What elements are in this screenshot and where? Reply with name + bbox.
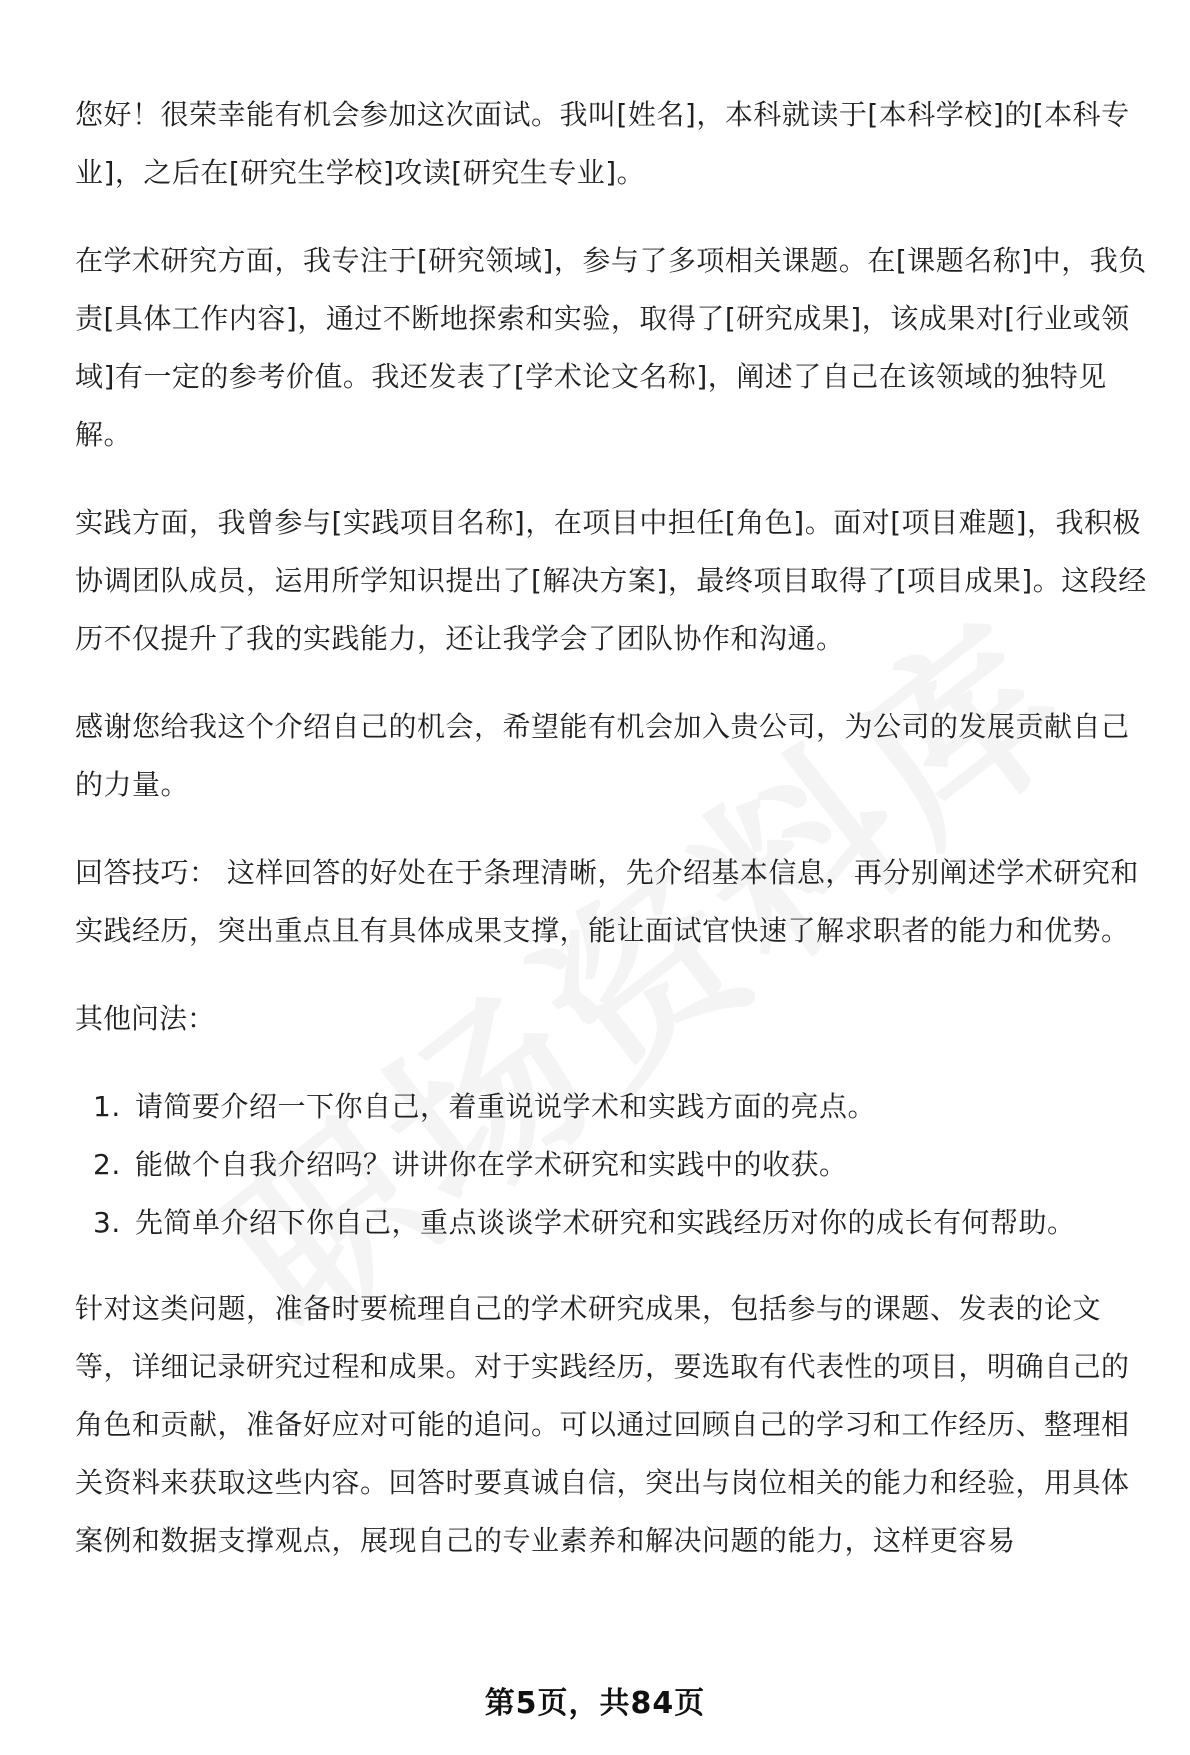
page-number-footer: 第5页，共84页 [484,1686,706,1721]
list-item-number: 1. [93,1090,121,1123]
alternative-questions-list [75,1078,1155,1252]
list-item [93,1136,1155,1194]
list-item-number: 2. [93,1148,121,1181]
list-item [93,1078,1155,1136]
paragraph-intro: 您好！很荣幸能有机会参加这次面试。我叫[姓名]，本科就读于[本科学校]的[本科专业]，之后在[研究生学校]攻读[研究生专业]。 [75,98,1130,189]
list-item-text: 能做个自我介绍吗？讲讲你在学术研究和实践中的收获。 [135,1148,848,1181]
paragraph-thanks: 感谢您给我这个介绍自己的机会，希望能有机会加入贵公司，为公司的发展贡献自己的力量。 [75,710,1130,801]
other-questions-label: 其他问法： [75,1002,216,1035]
paragraph-academic: 在学术研究方面，我专注于[研究领域]，参与了多项相关课题。在[课题名称]中，我负责[具体工作内容]，通过不断地探索和实验，取得了[研究成果]，该成果对[行业或领域]有一定的参考价值。我还发表了[学术论文名称]，阐述了自己在该领域的独特见解。 [75,244,1147,451]
list-item-text: 请简要介绍一下你自己，着重说说学术和实践方面的亮点。 [135,1090,877,1123]
list-item-text: 先简单介绍下你自己，重点谈谈学术研究和实践经历对你的成长有何帮助。 [135,1206,1076,1239]
list-item [93,1194,1155,1252]
list-item-number: 3. [93,1206,121,1239]
paragraph-tips: 回答技巧： 这样回答的好处在于条理清晰，先介绍基本信息，再分别阐述学术研究和实践经历，突出重点且有具体成果支撑，能让面试官快速了解求职者的能力和优势。 [75,856,1139,947]
document-body [75,86,1155,1600]
paragraph-practice: 实践方面，我曾参与[实践项目名称]，在项目中担任[角色]。面对[项目难题]，我积极协调团队成员，运用所学知识提出了[解决方案]，最终项目取得了[项目成果]。这段经历不仅提升了我的实践能力，还让我学会了团队协作和沟通。 [75,506,1147,655]
paragraph-preparation: 针对这类问题，准备时要梳理自己的学术研究成果，包括参与的课题、发表的论文等，详细记录研究过程和成果。对于实践经历，要选取有代表性的项目，明确自己的角色和贡献，准备好应对可能的追问。可以通过回顾自己的学习和工作经历、整理相关资料来获取这些内容。回答时要真诚自信，突出与岗位相关的能力和经验，用具体案例和数据支撑观点，展现自己的专业素养和解决问题的能力，这样更容易 [75,1292,1130,1557]
